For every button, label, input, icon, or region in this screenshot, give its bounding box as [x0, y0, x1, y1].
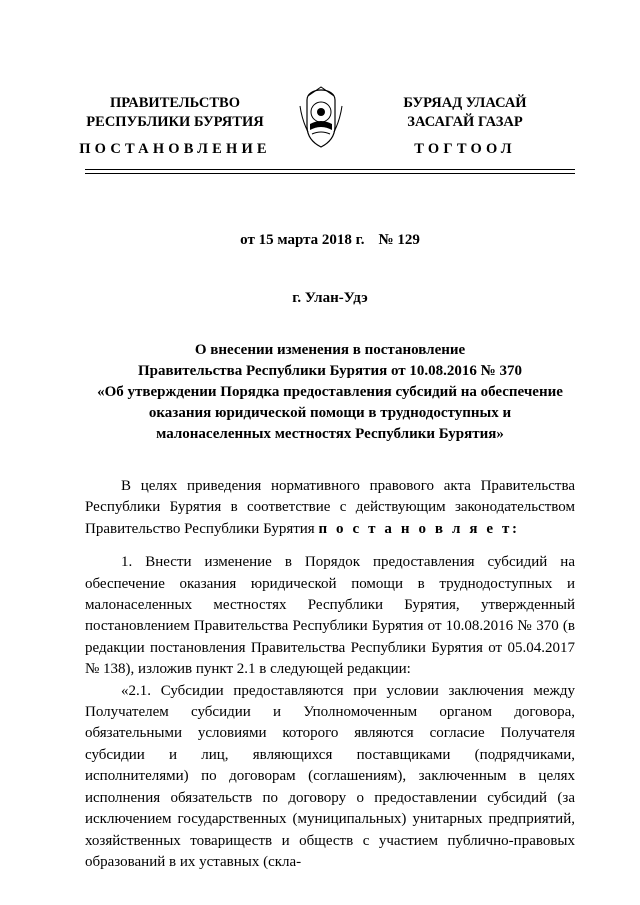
header-right-authority: [365, 94, 565, 132]
title-line-1: О внесении изменения в постановление: [194, 342, 466, 358]
preamble-paragraph: [85, 476, 575, 540]
document-title: [85, 340, 575, 445]
title-line-5: малонаселенных местностях Республики Бурятия»: [156, 426, 504, 442]
document-number: № 129: [378, 232, 420, 248]
header-left-line2: РЕСПУБЛИКИ БУРЯТИЯ: [86, 114, 264, 130]
item-1-paragraph: 1. Внести изменение в Порядок предоставления субсидий на обеспечение оказания юридической помощи в труднодоступных и малонаселенных местностях Республики Бурятия, утвержденный постановлением Правительства Республики Бурятия от 10.08.2016 № 370 (в редакции постановления Правительства Республики Бурятия от 05.04.2017 № 138), изложив пункт 2.1 в следующей редакции:: [85, 554, 575, 678]
header-left-authority: [75, 94, 275, 132]
document-type-bua: ТОГТООЛ: [414, 141, 516, 157]
header-rule-thin: [85, 173, 575, 174]
header-right-line2: ЗАСАГАЙ ГАЗАР: [407, 114, 523, 130]
coat-of-arms-emblem: [296, 86, 346, 150]
document-body: [85, 476, 575, 873]
header-right-line1: БУРЯАД УЛАСАЙ: [403, 95, 527, 111]
document-date: от 15 марта 2018 г.: [240, 232, 365, 248]
title-line-3: «Об утверждении Порядка предоставления субсидий на обеспечение: [97, 384, 563, 400]
header-rule-thick: [85, 169, 575, 170]
document-city: г. Улан-Удэ: [292, 290, 368, 306]
header-left-line1: ПРАВИТЕЛЬСТВО: [110, 95, 240, 111]
preamble-text: В целях приведения нормативного правового акта Правительства Республики Бурятия в соответствие с действующим законодательством Правительство Республики Бурятия: [85, 478, 575, 537]
document-date-line: [85, 232, 575, 249]
title-line-4: оказания юридической помощи в труднодоступных и: [148, 405, 512, 421]
preamble-resolves: п о с т а н о в л я е т:: [318, 520, 520, 537]
title-line-2: Правительства Республики Бурятия от 10.08.2016 № 370: [137, 363, 522, 379]
item-1-quote-paragraph: «2.1. Субсидии предоставляются при условии заключения между Получателем субсидии и Уполномоченным органом договора, обязательными условиями которого являются согласие Получателя субсидии и лиц, являющихся поставщиками (подрядчиками, исполнителями) по договорам (соглашениям), заключенным в целях исполнения обязательств по договору о предоставлении субсидий (за исключением государственных (муниципальных) унитарных предприятий, хозяйственных товариществ и обществ с участием публично-правовых образований в их уставных (скла-: [85, 682, 575, 870]
document-type-ru: ПОСТАНОВЛЕНИЕ: [79, 141, 271, 157]
